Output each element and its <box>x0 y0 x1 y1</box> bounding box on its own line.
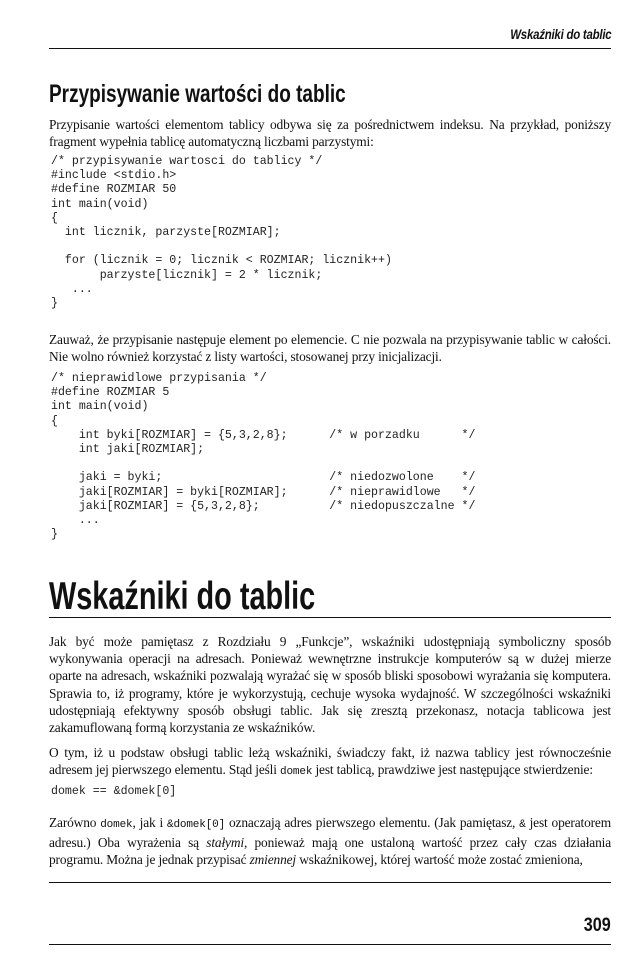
header-rule <box>49 48 611 49</box>
italic-term: zmiennej <box>249 852 296 868</box>
text-fragment: jest operatorem adresu.) Oba wyrażenia są <box>49 815 611 851</box>
code-listing-1: /* przypisywanie wartosci do tablicy */ #include <stdio.h> #define ROZMIAR 50 int main(void) { int licznik, parzyste[ROZMIAR]; for (licznik = 0; licznik < ROZMIAR; licznik++) parzyste[licznik] = 2 * licznik; ... } <box>51 155 392 311</box>
text-fragment: , jak i <box>132 815 167 830</box>
paragraph-pointers-intro: Jak być może pamiętasz z Rozdziału 9 „Funkcje”, wskaźniki udostępniają symboliczny sposób wykonywania operacji na adresach. Ponieważ wewnętrzne instrukcje komputerów są w dużej mierze oparte na adresach, wskaźniki pozwalają wyrażać się w sposób bliski sposobowi wyrażania się komputera. Sprawia to, iż programy, które je wykorzystują, cechuje wysoka wydajność. W szczególności wskaźniki udostępniają efektywny sposób obsługi tablic. Jak się zresztą przekonasz, notacja tablicowa jest zakamuflowaną formą korzystania ze wskaźników. <box>49 634 611 736</box>
footer-rule-bottom <box>49 944 611 945</box>
inline-code: &domek[0] <box>167 819 226 831</box>
text-fragment: O tym, iż u podstaw obsługi tablic leżą wskaźniki, świadczy fakt, iż nazwa tablicy jest równocześnie adresem jej pierwszego elementu. Stąd jeśli <box>49 745 611 778</box>
section-heading-assigning: Przypisywanie wartości do tablic <box>49 80 346 108</box>
text-fragment: , ponieważ mają one ustaloną wartość przez cały czas działania programu. Można je jednak przypisać <box>49 835 611 868</box>
code-listing-3: domek == &domek[0] <box>51 785 177 798</box>
text-fragment: wskaźnikowej, której wartość może zostać zmieniona, <box>296 852 583 868</box>
footer-rule <box>49 882 611 883</box>
inline-code: domek <box>280 766 313 779</box>
paragraph-array-name-address <box>49 744 611 781</box>
inline-code: & <box>519 819 526 831</box>
chapter-section-heading: Wskaźniki do tablic <box>49 575 316 618</box>
paragraph-intro: Przypisanie wartości elementom tablicy odbywa się za pośrednictwem indeksu. Na przykład, poniższy fragment wypełnia tablicę automatyczną liczbami parzystymi: <box>49 117 611 150</box>
inline-code: domek <box>100 819 133 831</box>
section-rule <box>49 617 611 618</box>
code-listing-2: /* nieprawidlowe przypisania */ #define ROZMIAR 5 int main(void) { int byki[ROZMIAR] = {5,3,2,8}; /* w porzadku */ int jaki[ROZMIAR]; jaki = byki; /* niedozwolone */ jaki[ROZMIAR] = byki[ROZMIAR]; /* nieprawidlowe */ jaki[ROZMIAR] = {5,3,2,8}; /* niedopuszczalne */ ... } <box>51 372 476 542</box>
italic-term: stałymi <box>206 835 244 851</box>
paragraph-element-by-element: Zauważ, że przypisanie następuje element po elemencie. C nie pozwala na przypisywanie tablic w całości. Nie wolno również korzystać z listy wartości, stosowanej przy inicjalizacji. <box>49 332 611 365</box>
text-fragment: jest tablicą, prawdziwe jest następujące stwierdzenie: <box>312 762 593 778</box>
page-number: 309 <box>584 915 611 936</box>
text-fragment: Zarówno <box>49 815 101 830</box>
paragraph-constants <box>49 814 611 869</box>
running-header: Wskaźniki do tablic <box>509 26 611 42</box>
text-fragment: oznaczają adres pierwszego elementu. (Jak pamiętasz, <box>225 815 520 830</box>
